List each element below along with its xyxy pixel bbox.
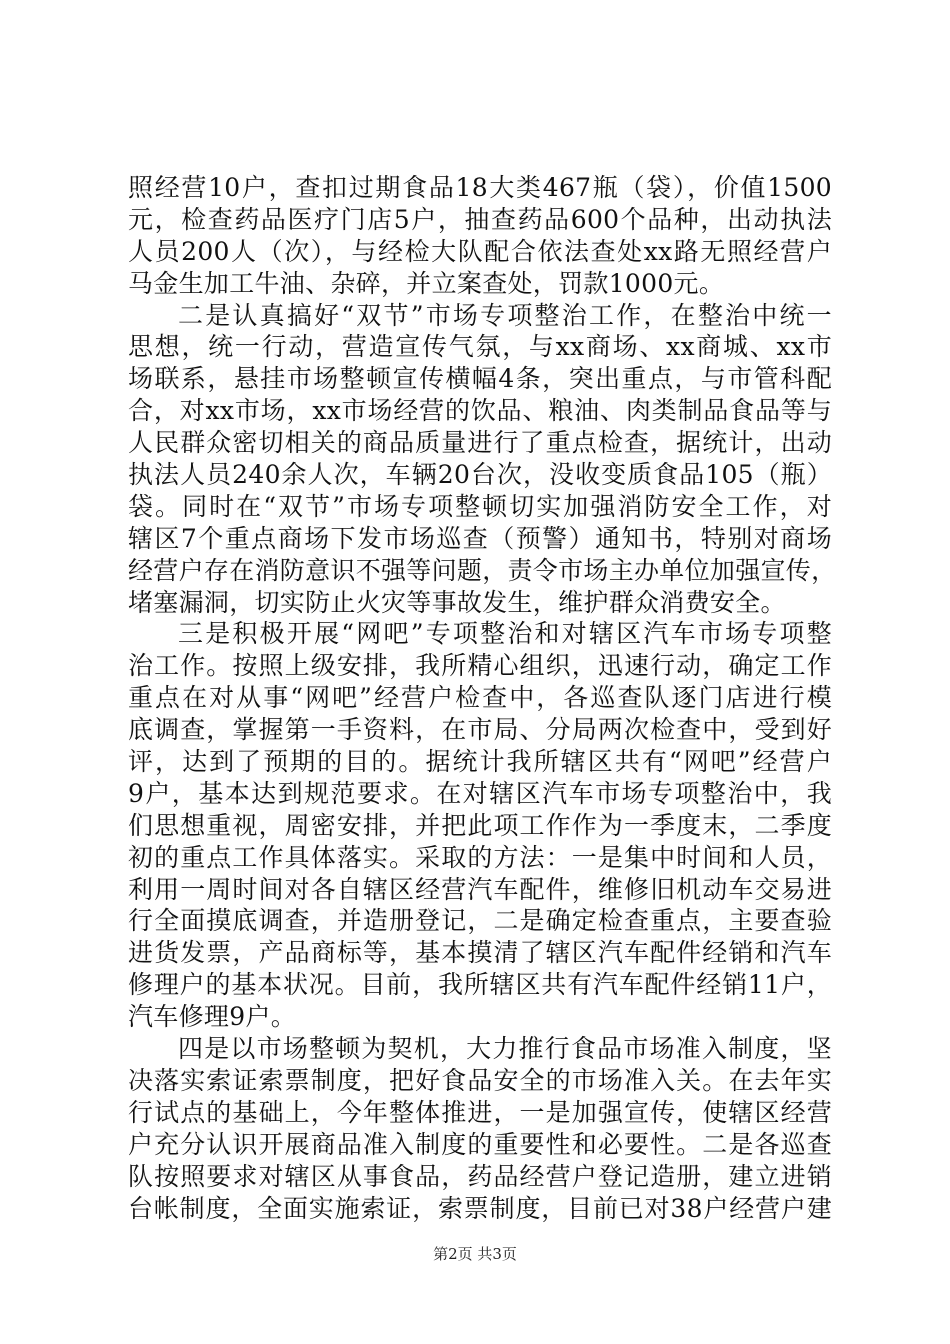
text-line: 利用一周时间对各自辖区经营汽车配件，维修旧机动车交易进	[128, 874, 832, 904]
text-line: 照经营10户，查扣过期食品18大类467瓶（袋），价值1500	[128, 173, 832, 202]
text-line: 场联系，悬挂市场整顿宣传横幅4条，突出重点，与市管科配	[128, 364, 832, 394]
text-line: 经营户存在消防意识不强等问题，责令市场主办单位加强宣传，	[128, 555, 837, 585]
text-line: 初的重点工作具体落实。采取的方法：一是集中时间和人员，	[128, 842, 832, 872]
text-line: 队按照要求对辖区从事食品，药品经营户登记造册，建立进销	[128, 1161, 832, 1191]
text-line: 汽车修理9户。	[128, 1002, 297, 1032]
text-line: 户充分认识开展商品准入制度的重要性和必要性。二是各巡查	[128, 1129, 832, 1159]
text-line: 合，对xx市场，xx市场经营的饮品、粮油、肉类制品食品等与	[128, 396, 832, 426]
text-line: 进货发票，产品商标等，基本摸清了辖区汽车配件经销和汽车	[128, 938, 832, 968]
text-line: 9户，基本达到规范要求。在对辖区汽车市场专项整治中，我	[128, 778, 832, 808]
text-line: 执法人员240余人次，车辆20台次，没收变质食品105（瓶）	[128, 460, 832, 490]
text-line: 思想，统一行动，营造宣传气氛，与xx商场、xx商城、xx市	[128, 332, 832, 362]
text-line: 人员200人（次），与经检大队配合依法查处xx路无照经营户	[128, 236, 832, 266]
paragraph-start-line: 四是以市场整顿为契机，大力推行食品市场准入制度，坚	[178, 1034, 832, 1064]
text-line: 袋。同时在“双节”市场专项整顿切实加强消防安全工作，对	[128, 491, 832, 521]
text-line: 堵塞漏洞，切实防止火灾等事故发生，维护群众消费安全。	[128, 587, 786, 617]
text-line: 人民群众密切相关的商品质量进行了重点检查，据统计，出动	[128, 428, 832, 458]
text-line: 行试点的基础上，今年整体推进，一是加强宣传，使辖区经营	[128, 1097, 832, 1127]
text-line: 行全面摸底调查，并造册登记，二是确定检查重点，主要查验	[128, 906, 832, 936]
text-line: 底调查，掌握第一手资料，在市局、分局两次检查中，受到好	[128, 715, 832, 745]
text-line: 修理户的基本状况。目前，我所辖区共有汽车配件经销11户，	[128, 970, 832, 1000]
paragraph-start-line: 三是积极开展“网吧”专项整治和对辖区汽车市场专项整	[178, 619, 832, 649]
text-line: 治工作。按照上级安排，我所精心组织，迅速行动，确定工作	[128, 651, 832, 681]
page-number: 第2页 共3页	[433, 1245, 517, 1263]
text-line: 台帐制度，全面实施索证，索票制度，目前已对38户经营户建	[128, 1193, 832, 1223]
text-line: 辖区7个重点商场下发市场巡查（预警）通知书，特别对商场	[128, 523, 832, 553]
text-line: 决落实索证索票制度，把好食品安全的市场准入关。在去年实	[128, 1065, 832, 1095]
text-line: 元，检查药品医疗门店5户，抽查药品600个品种，出动执法	[128, 204, 832, 234]
paragraph-start-line: 二是认真搞好“双节”市场专项整治工作，在整治中统一	[178, 300, 832, 330]
text-line: 马金生加工牛油、杂碎，并立案查处，罚款1000元。	[128, 268, 725, 298]
text-line: 重点在对从事“网吧”经营户检查中，各巡查队逐门店进行模	[128, 683, 832, 713]
text-line: 们思想重视，周密安排，并把此项工作作为一季度末，二季度	[128, 810, 832, 840]
page-footer	[0, 1244, 950, 1264]
text-line: 评，达到了预期的目的。据统计我所辖区共有“网吧”经营户	[128, 747, 832, 777]
document-body	[128, 172, 837, 1224]
